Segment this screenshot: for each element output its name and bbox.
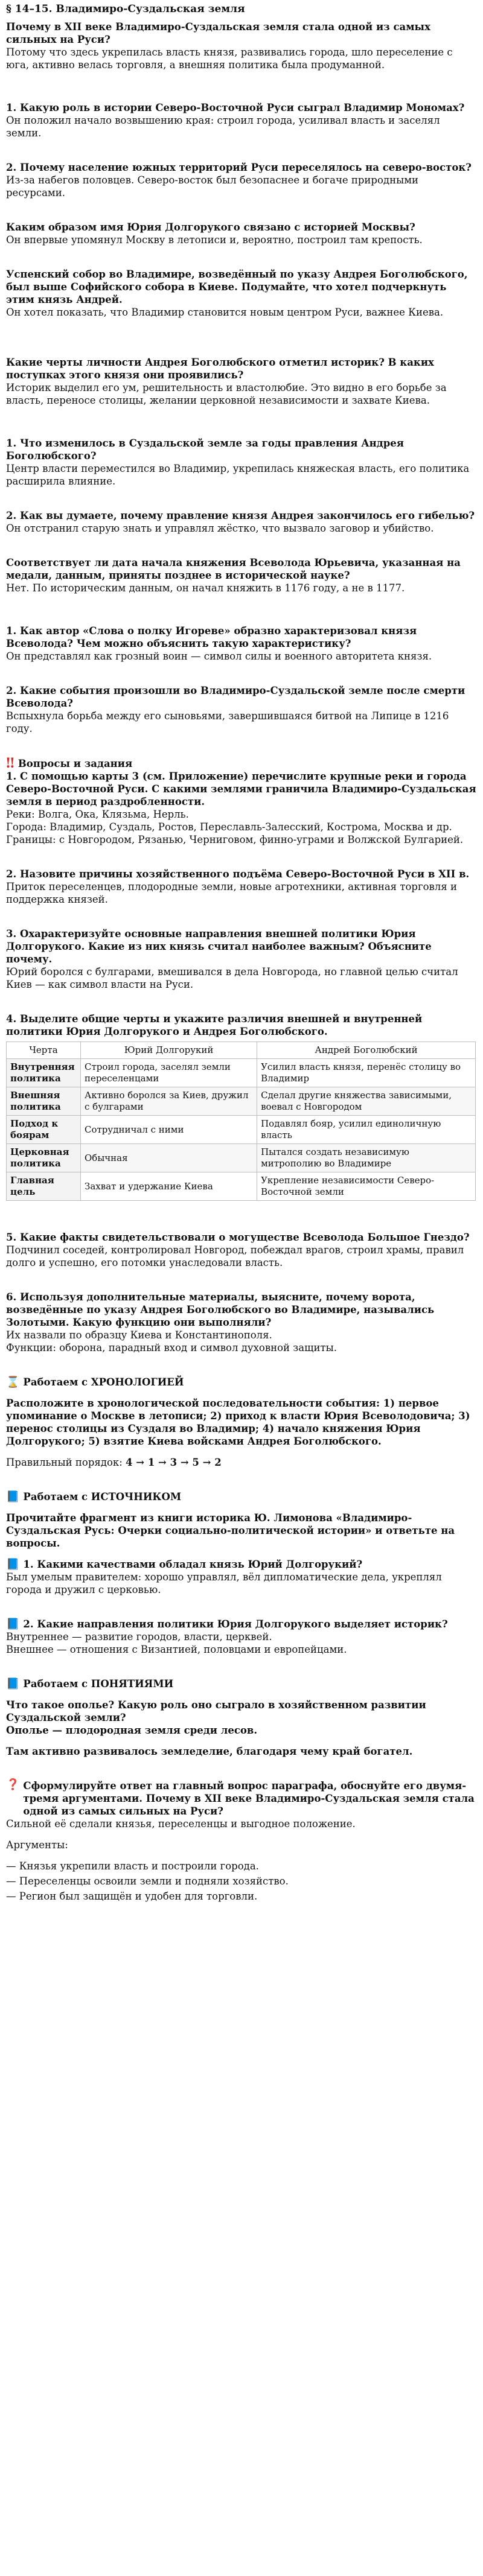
question: Успенский собор во Владимире, возведённый по указу Андрея Боголюбского, был выше Софийского собора в Киеве. Подумайте, что хотел подчеркнуть этим князь Андрей. bbox=[6, 269, 468, 305]
question: 1. С помощью карты 3 (см. Приложение) перечислите крупные реки и города Северо-Восточной Руси. С какими землями граничила Владимиро-Суздальская земля в период раздробленности. bbox=[6, 771, 476, 807]
tasks-heading-text: Вопросы и задания bbox=[18, 757, 133, 769]
source-item-1 bbox=[6, 1618, 477, 1656]
block1-item-4 bbox=[6, 356, 477, 407]
table-row bbox=[7, 1059, 476, 1087]
answer-line: Функции: оборона, парадный вход и символ духовной защиты. bbox=[6, 1342, 337, 1353]
book-icon: 📘 bbox=[6, 1557, 20, 1571]
question: 1. Какими качествами обладал князь Юрий Долгорукий? bbox=[23, 1559, 363, 1570]
book-icon: 📘 bbox=[6, 1617, 20, 1630]
question: Каким образом имя Юрия Долгорукого связано с историей Москвы? bbox=[6, 221, 415, 233]
table-cell-label: Внешняя политика bbox=[7, 1087, 81, 1116]
answer-line: Внутреннее — развитие городов, власти, церквей. bbox=[6, 1631, 272, 1643]
table-cell: Сотрудничал с ними bbox=[81, 1116, 257, 1144]
book-icon: 📘 bbox=[6, 1677, 20, 1690]
table-cell: Активно боролся за Киев, дружил с булгарами bbox=[81, 1087, 257, 1116]
block2-item-0 bbox=[6, 437, 477, 488]
final-question-line bbox=[6, 1779, 477, 1818]
question: 2. Назовите причины хозяйственного подъёма Северо-Восточной Руси в XII в. bbox=[6, 868, 470, 880]
question: 2. Как вы думаете, почему правление князя Андрея закончилось его гибелью? bbox=[6, 510, 475, 521]
question: 2. Какие направления политики Юрия Долгорукого выделяет историк? bbox=[23, 1618, 448, 1630]
question: 2. Почему население южных территорий Руси переселялось на северо-восток? bbox=[6, 162, 472, 173]
chronology-answer bbox=[6, 1456, 477, 1469]
list-item: — Переселенцы освоили земли и подняли хозяйство. bbox=[6, 1875, 289, 1887]
block1-item-3 bbox=[6, 268, 477, 319]
table-cell-label: Главная цель bbox=[7, 1172, 81, 1201]
list-item: — Регион был защищён и удобен для торговли. bbox=[6, 1891, 258, 1902]
question: Расположите в хронологической последовательности события: 1) первое упоминание о Москве в летописи; 2) приход к власти Юрия Всеволодовича; 3) перенос столицы из Суздаля во Владимир; 4) начало княжения Юрия Долгорукого; 5) взятие Киева войсками Андрея Боголюбского. bbox=[6, 1398, 470, 1447]
question-mark-icon: ❓ bbox=[6, 1778, 20, 1791]
answer: Вспыхнула борьба между его сыновьями, завершившаяся битвой на Липице в 1216 году. bbox=[6, 710, 449, 734]
table-header: Юрий Долгорукий bbox=[81, 1042, 257, 1059]
block3-item-0 bbox=[6, 625, 477, 663]
question: Какие черты личности Андрея Боголюбского отметил историк? В каких поступках этого князя они проявились? bbox=[6, 357, 434, 381]
table-cell: Усилил власть князя, перенёс столицу во Владимир bbox=[257, 1059, 476, 1087]
block3-item-1 bbox=[6, 684, 477, 735]
table-header: Черта bbox=[7, 1042, 81, 1059]
answer-line: Их назвали по образцу Киева и Константинополя. bbox=[6, 1329, 272, 1341]
question: 6. Используя дополнительные материалы, выясните, почему ворота, возведённые по указу Андрея Боголюбского во Владимире, назывались Золотыми. Какую функцию они выполняли? bbox=[6, 1291, 435, 1328]
answer: Сильной её сделали князья, переселенцы и выгодное положение. bbox=[6, 1818, 356, 1830]
intro-answer: Потому что здесь укрепилась власть князя, развивались города, шло переселение с юга, активно велась торговля, а внешняя политика была продуманной. bbox=[6, 46, 453, 71]
answer: Он впервые упомянул Москву в летописи и, вероятно, построил там крепость. bbox=[6, 234, 423, 246]
order-label: Правильный порядок: bbox=[6, 1457, 126, 1468]
arguments-list bbox=[6, 1860, 477, 1903]
table-cell: Укрепление независимости Северо-Восточной земли bbox=[257, 1172, 476, 1201]
question: 1. Как автор «Слова о полку Игореве» образно характеризовал князя Всеволода? Чем можно объяснить такую характеристику? bbox=[6, 625, 417, 649]
concepts-heading bbox=[6, 1678, 477, 1690]
concepts-heading-text: Работаем с ПОНЯТИЯМИ bbox=[23, 1678, 174, 1690]
question: 5. Какие факты свидетельствовали о могуществе Всеволода Большое Гнездо? bbox=[6, 1232, 470, 1243]
answer: Нет. По историческим данным, он начал княжить в 1176 году, а не в 1177. bbox=[6, 582, 405, 594]
table-cell-label: Подход к боярам bbox=[7, 1116, 81, 1144]
sources-heading bbox=[6, 1490, 477, 1503]
source-question-line bbox=[6, 1618, 477, 1630]
task-5 bbox=[6, 1231, 477, 1269]
answer-line: Города: Владимир, Суздаль, Ростов, Переславль-Залесский, Кострома, Москва и др. bbox=[6, 821, 452, 833]
task-2 bbox=[6, 868, 477, 906]
answer: Историк выделил его ум, решительность и властолюбие. Это видно в его борьбе за власть, переносе столицы, желании церковной независимости и захвате Киева. bbox=[6, 382, 447, 406]
table-cell: Подавлял бояр, усилил единоличную власть bbox=[257, 1116, 476, 1144]
table-cell-label: Внутренняя политика bbox=[7, 1059, 81, 1087]
answer-line: Реки: Волга, Ока, Клязьма, Нерль. bbox=[6, 809, 189, 820]
source-item-0 bbox=[6, 1558, 477, 1596]
answer: Юрий боролся с булгарами, вмешивался в дела Новгорода, но главной целью считал Киев — как символ власти на Руси. bbox=[6, 966, 458, 990]
intro-block bbox=[6, 21, 477, 71]
answer-line: Границы: с Новгородом, Рязанью, Черниговом, финно-уграми и Волжской Булгарией. bbox=[6, 834, 464, 845]
answer-line: Внешнее — отношения с Византией, половцами и европейцами. bbox=[6, 1644, 347, 1655]
block1-item-2 bbox=[6, 221, 477, 246]
source-question-line bbox=[6, 1558, 477, 1571]
task-1 bbox=[6, 770, 477, 846]
answer: Он представлял как грозный воин — символ силы и военного авторитета князя. bbox=[6, 650, 432, 662]
answer: Подчинил соседей, контролировал Новгород, побеждал врагов, строил храмы, правил долго и успешно, его потомки унаследовали власть. bbox=[6, 1244, 464, 1268]
chronology-heading-text: Работаем с ХРОНОЛОГИЕЙ bbox=[23, 1376, 184, 1388]
final-task bbox=[6, 1779, 477, 1903]
question: Сформулируйте ответ на главный вопрос параграфа, обоснуйте его двумя-тремя аргументами. Почему в XII веке Владимиро-Суздальская земля стала одной из самых сильных на Руси? bbox=[23, 1780, 475, 1817]
hourglass-icon: ⌛ bbox=[6, 1375, 20, 1388]
block2-item-1 bbox=[6, 509, 477, 535]
concepts-task bbox=[6, 1699, 477, 1758]
table-row bbox=[7, 1172, 476, 1201]
answer: Приток переселенцев, плодородные земли, новые агротехники, активная торговля и поддержка князей. bbox=[6, 881, 457, 905]
list-item: — Князья укрепили власть и построили города. bbox=[6, 1860, 259, 1872]
question: 1. Какую роль в истории Северо-Восточной Руси сыграл Владимир Мономах? bbox=[6, 102, 465, 113]
task-4 bbox=[6, 1013, 477, 1201]
table-header-row bbox=[7, 1042, 476, 1059]
task-6 bbox=[6, 1291, 477, 1354]
table-cell: Строил города, заселял земли переселенцами bbox=[81, 1059, 257, 1087]
answer: Он отстранил старую знать и управлял жёстко, что вызвало заговор и убийство. bbox=[6, 523, 434, 534]
chronology-task bbox=[6, 1397, 477, 1469]
table-row bbox=[7, 1116, 476, 1144]
table-cell: Сделал другие княжества зависимыми, воевал с Новгородом bbox=[257, 1087, 476, 1116]
intro-question: Почему в XII веке Владимиро-Суздальская земля стала одной из самых сильных на Руси? bbox=[6, 21, 430, 45]
answer: Из-за набегов половцев. Северо-восток был безопаснее и богаче природными ресурсами. bbox=[6, 174, 419, 199]
order-value: 4 → 1 → 3 → 5 → 2 bbox=[126, 1457, 222, 1468]
answer: Он хотел показать, что Владимир становится новым центром Руси, важнее Киева. bbox=[6, 307, 444, 318]
table-row bbox=[7, 1144, 476, 1172]
tasks-heading bbox=[6, 757, 477, 770]
block1-item-1 bbox=[6, 161, 477, 199]
answer-line: Ополье — плодородная земля среди лесов. bbox=[6, 1725, 258, 1736]
paragraph-title: § 14–15. Владимиро-Суздальская земля bbox=[6, 3, 245, 15]
question: 4. Выделите общие черты и укажите различия внешней и внутренней политики Юрия Долгорукого и Андрея Боголюбского. bbox=[6, 1013, 423, 1037]
block1-item-0 bbox=[6, 101, 477, 139]
answer: Был умелым правителем: хорошо управлял, вёл дипломатические дела, укреплял города и дружил с церковью. bbox=[6, 1571, 442, 1595]
answer: Он положил начало возвышению края: строил города, усиливал власть и заселял земли. bbox=[6, 115, 440, 139]
task-3 bbox=[6, 927, 477, 991]
table-row bbox=[7, 1087, 476, 1116]
chronology-heading bbox=[6, 1376, 477, 1388]
question: 3. Охарактеризуйте основные направления внешней политики Юрия Долгорукого. Какие из них князь считал наиболее важным? Объясните почему. bbox=[6, 928, 432, 965]
question: Соответствует ли дата начала княжения Всеволода Юрьевича, указанная на медали, данным, приняты позднее в исторической науке? bbox=[6, 557, 461, 581]
block2-item-2 bbox=[6, 556, 477, 594]
table-cell: Обычная bbox=[81, 1144, 257, 1172]
answer-line: Там активно развивалось земледелие, благодаря чему край богател. bbox=[6, 1746, 413, 1757]
answer: Центр власти переместился во Владимир, укрепилась княжеская власть, его политика расширила влияние. bbox=[6, 463, 470, 487]
double-exclamation-icon: ‼ bbox=[6, 755, 14, 771]
table-cell: Пытался создать независимую митрополию во Владимире bbox=[257, 1144, 476, 1172]
sources-intro: Прочитайте фрагмент из книги историка Ю. Лимонова «Владимиро-Суздальская Русь: Очерки социально-политической истории» и ответьте на вопросы. bbox=[6, 1512, 455, 1549]
table-cell-label: Церковная политика bbox=[7, 1144, 81, 1172]
table-cell: Захват и удержание Киева bbox=[81, 1172, 257, 1201]
question: 2. Какие события произошли во Владимиро-Суздальской земле после смерти Всеволода? bbox=[6, 685, 465, 709]
question: Что такое ополье? Какую роль оно сыграло в хозяйственном развитии Суздальской земли? bbox=[6, 1699, 426, 1723]
book-icon: 📘 bbox=[6, 1490, 20, 1503]
table-header: Андрей Боголюбский bbox=[257, 1042, 476, 1059]
question: 1. Что изменилось в Суздальской земле за годы правления Андрея Боголюбского? bbox=[6, 437, 404, 462]
arguments-label: Аргументы: bbox=[6, 1839, 68, 1851]
sources-heading-text: Работаем с ИСТОЧНИКОМ bbox=[23, 1491, 182, 1503]
comparison-table bbox=[6, 1042, 476, 1201]
